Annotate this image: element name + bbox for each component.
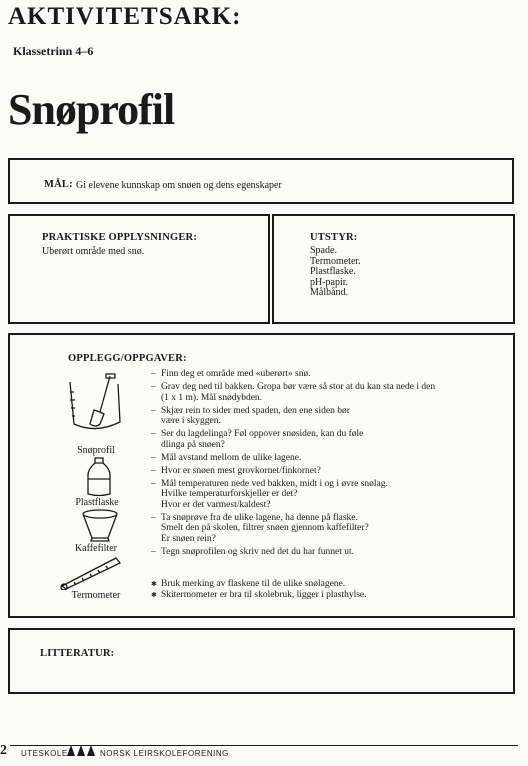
goal-box <box>8 158 514 204</box>
list-item: – Skjær rein to sider med spaden, den ene siden bør være i skyggen. <box>151 406 463 427</box>
snow-pit-spade-icon <box>66 372 126 444</box>
list-item: – Hvor er snøen mest grovkornet/finkornet? <box>151 466 463 477</box>
notes-list <box>151 579 463 601</box>
practical-label: PRAKTISKE OPPLYSNINGER: <box>42 232 198 243</box>
thermometer-icon <box>58 556 124 590</box>
practical-info-box <box>8 214 270 324</box>
illustration-caption: Kaffefilter <box>74 543 117 554</box>
illustration-caption: Plastflaske <box>75 497 119 508</box>
list-item: – Ser du lagdelinga? Føl oppover snøsiden, kan du føle dlinga på snøen? <box>151 429 463 450</box>
grade-level: Klassetrinn 4–6 <box>13 44 94 58</box>
list-item: – Grav deg ned til bakken. Gropa bør være så stor at du kan sta nede i den (1 x 1 m). Mål snødybden. <box>151 382 463 403</box>
equipment-item: pH-papir. <box>310 276 349 288</box>
illustration-caption: Termometer <box>71 590 121 601</box>
list-item: – Tegn snøprofilen og skriv ned det du har funnet ut. <box>151 547 463 558</box>
equipment-item: Spade. <box>310 245 337 256</box>
footer-left: UTESKOLE <box>21 749 68 758</box>
list-item: – Mål temperaturen nede ved bakken, midt i og i øvre snølag. Hvilke temperaturforskjeller er det? Hvor er det varmest/kaldest? <box>151 479 463 511</box>
page-number: 2 <box>0 743 7 758</box>
illustration-caption: Snøprofil <box>77 445 115 456</box>
literature-label: LITTERATUR: <box>40 648 115 659</box>
tree-logo-icon <box>67 744 95 758</box>
equipment-list <box>310 246 361 299</box>
tasks-label: OPPLEGG/OPPGAVER: <box>68 353 187 364</box>
equipment-label: UTSTYR: <box>310 232 358 243</box>
equipment-item: Plastflaske. <box>310 266 356 277</box>
goal-label: MÅL: <box>44 179 73 190</box>
list-item: – Mål avstand mellom de ulike lagene. <box>151 453 463 464</box>
literature-box <box>8 628 515 694</box>
list-item: – Ta snøprøve fra de ulike lagene, ha denne på flaske. Smelt den på skolen, filtrer snøen gjennom kaffefilter? Er snøen rein? <box>151 513 463 545</box>
practical-text: Uberørt område med snø. <box>42 246 145 257</box>
coffee-filter-icon <box>80 508 120 542</box>
plastic-bottle-icon <box>84 457 114 497</box>
goal-text: Gi elevene kunnskap om snøen og dens egenskaper <box>76 180 282 191</box>
note-item: ✱ Bruk merking av flaskene til de ulike snølagene. <box>151 579 463 590</box>
equipment-box <box>272 214 515 324</box>
page-title: Snøprofil <box>8 85 175 134</box>
equipment-item: Målbånd. <box>310 287 349 298</box>
task-list <box>151 369 463 560</box>
sheet-title: AKTIVITETSARK: <box>8 3 242 30</box>
footer-right: NORSK LEIRSKOLEFORENING <box>100 749 229 758</box>
list-item: – Finn deg et område med «uberørt» snø. <box>151 369 463 380</box>
equipment-item: Termometer. <box>310 255 361 267</box>
note-item: ✱ Skitermometer er bra til skolebruk, ligger i plasthylse. <box>151 590 463 601</box>
